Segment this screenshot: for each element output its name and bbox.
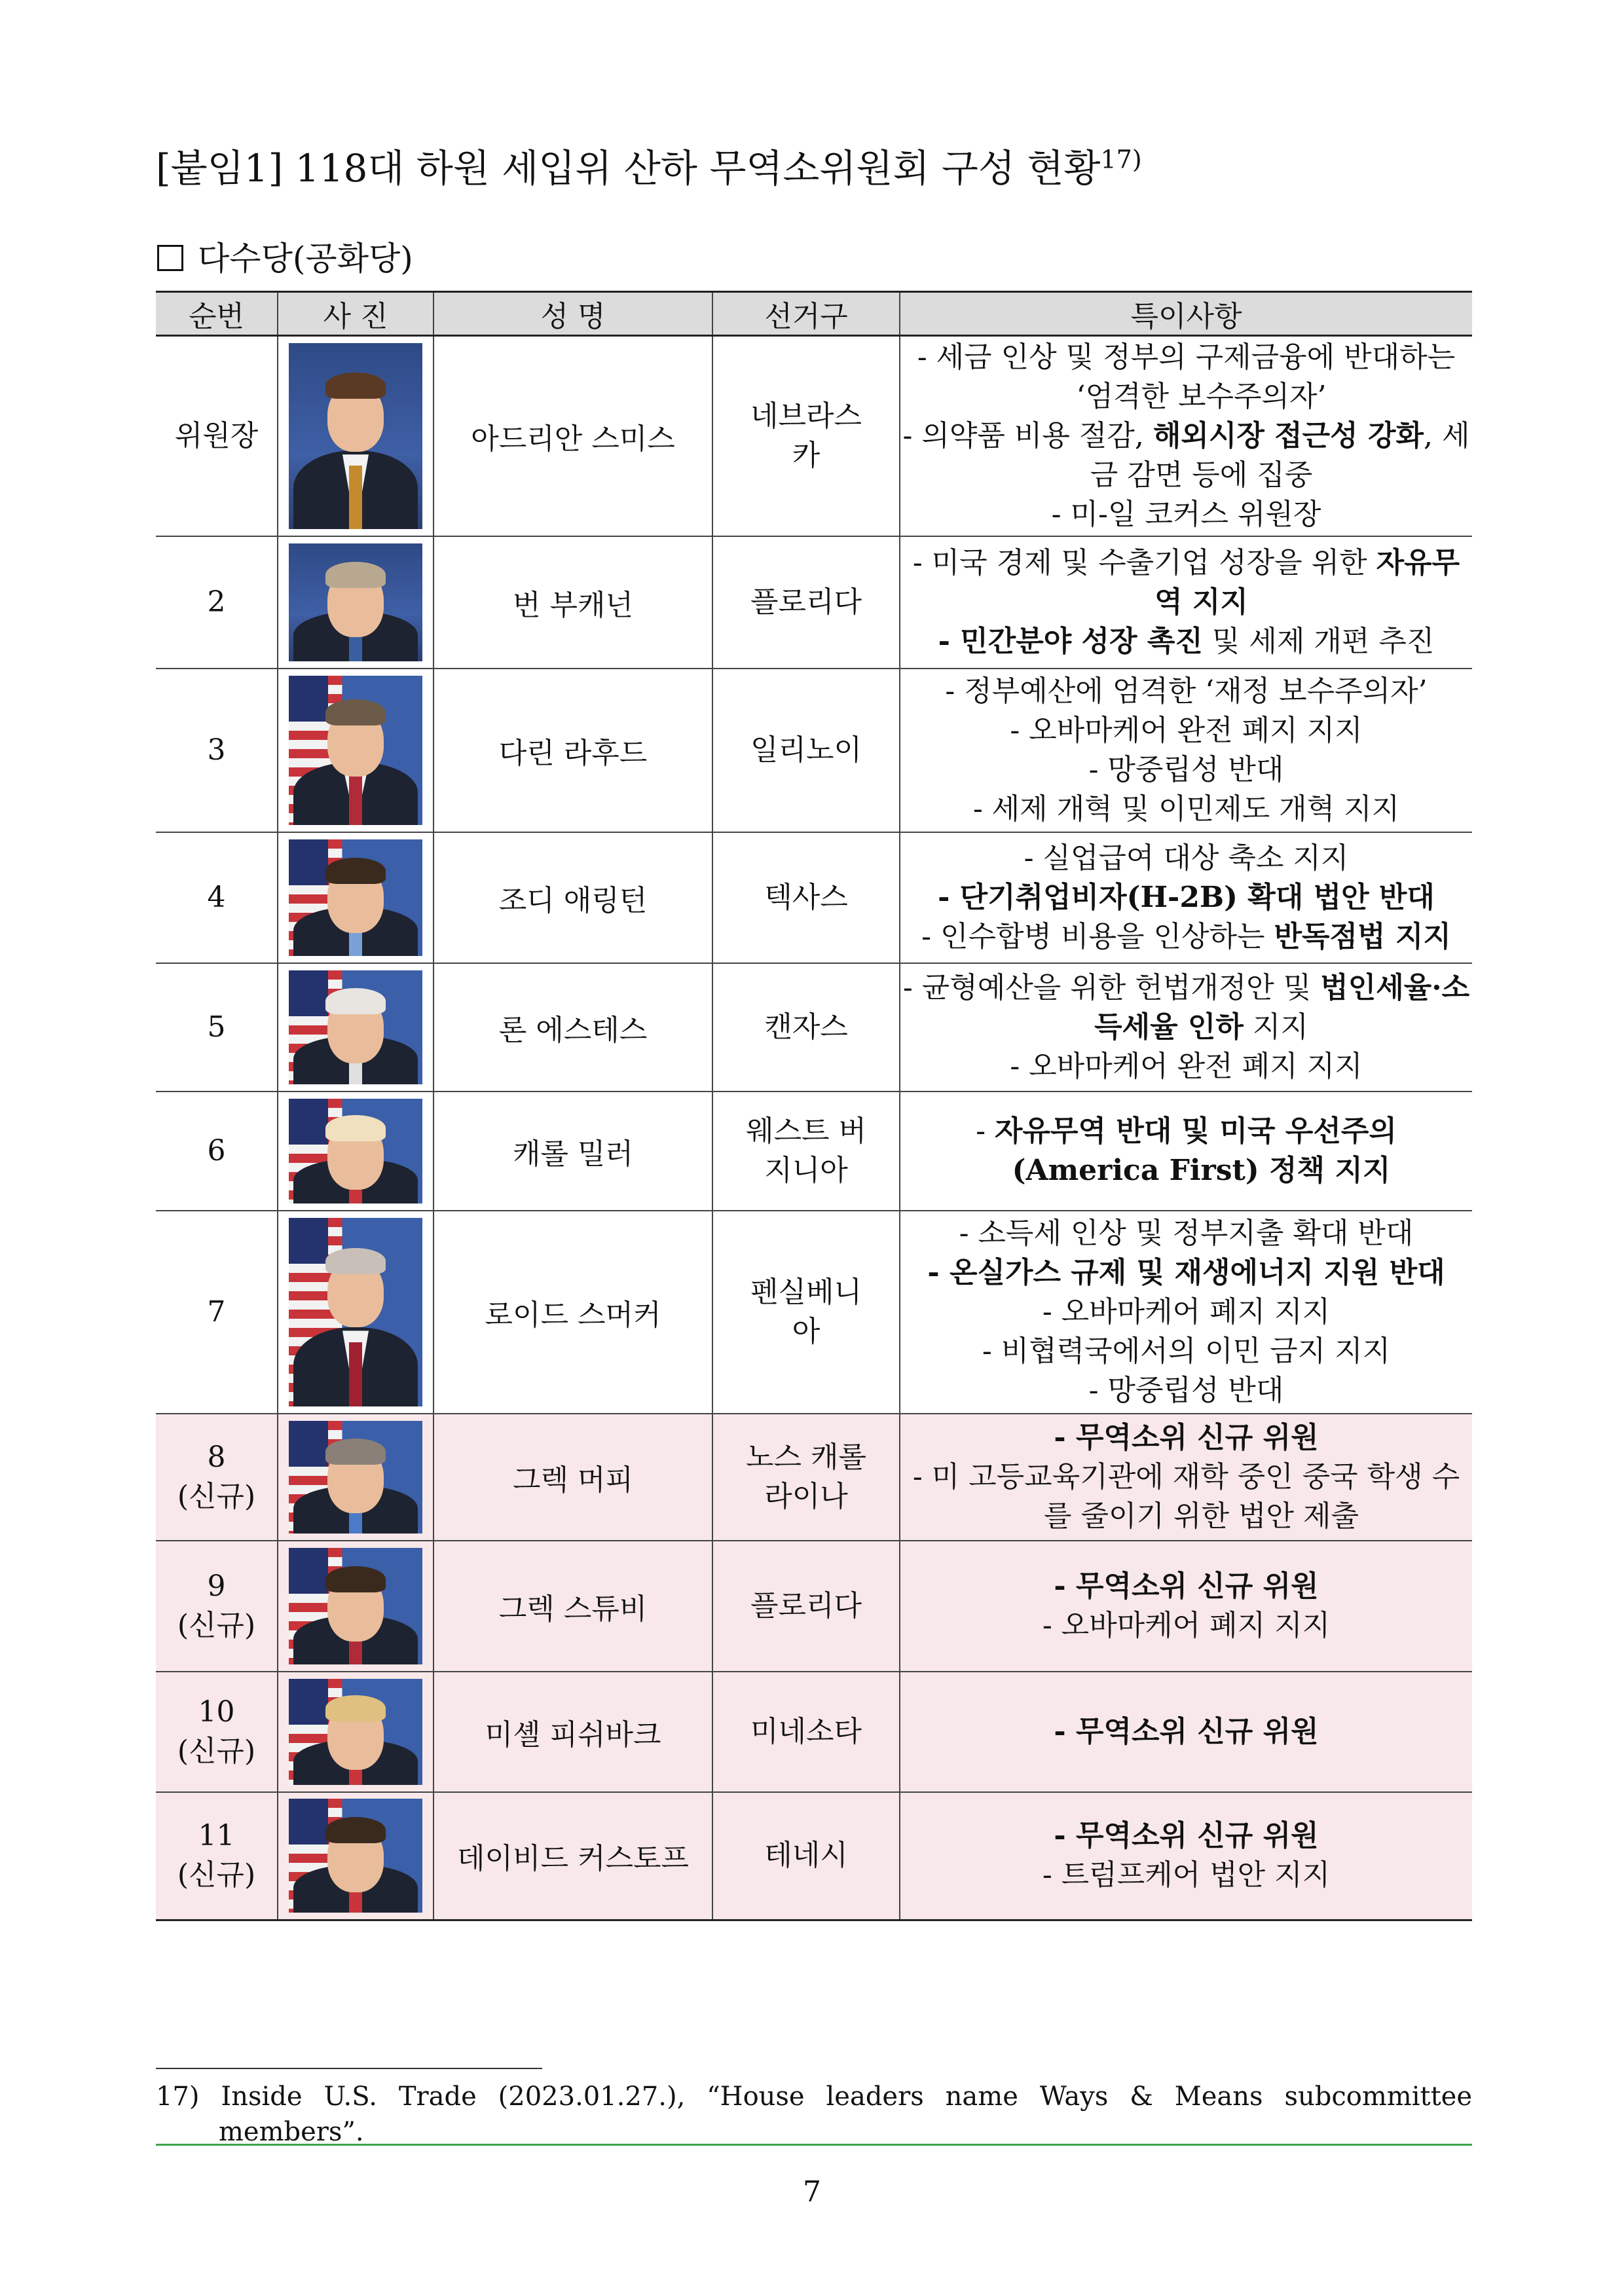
note-text: - 세금 인상 및 정부의 구제금융에 반대하는 ‘엄격한 보수주의자’	[917, 340, 1456, 413]
note-text: - 오바마케어 폐지 지지	[1042, 1608, 1331, 1642]
cell-rank	[156, 1541, 278, 1672]
cell-notes	[900, 1792, 1472, 1920]
note-text: , 세금 감면 등에 집중	[1090, 418, 1470, 492]
cell-rank	[156, 336, 278, 536]
cell-district: 플로리다	[712, 536, 900, 669]
portrait-hair	[325, 373, 386, 399]
rank-number: 9	[207, 1569, 226, 1603]
us-flag-canton	[289, 1099, 328, 1145]
table-row	[156, 536, 1472, 669]
cell-district: 캔자스	[712, 963, 900, 1092]
portrait-hair	[325, 1566, 386, 1592]
note-item	[900, 1458, 1472, 1536]
cell-member-name: 아드리안 스미스	[434, 336, 712, 536]
us-flag-canton	[289, 1421, 328, 1467]
rank-new-tag: (신규)	[177, 1734, 256, 1768]
cell-photo	[278, 336, 434, 536]
cell-notes	[900, 536, 1472, 669]
cell-rank	[156, 669, 278, 832]
us-flag-canton	[289, 676, 328, 722]
note-item	[900, 495, 1472, 534]
cell-photo	[278, 1414, 434, 1541]
member-portrait-photo	[289, 1548, 422, 1664]
note-text: - 인수합병 비용을 인상하는	[921, 919, 1274, 953]
table-row	[156, 832, 1472, 963]
note-text: - 오바마케어 폐지 지지	[1042, 1294, 1331, 1329]
portrait-hair	[325, 1248, 386, 1274]
us-flag-canton	[289, 1548, 328, 1594]
member-portrait-photo	[289, 839, 422, 956]
portrait-hair	[325, 562, 386, 588]
section-label: 다수당(공화당)	[198, 240, 413, 278]
cell-photo	[278, 536, 434, 669]
cell-photo	[278, 1541, 434, 1672]
note-item	[900, 338, 1472, 416]
portrait-hair	[325, 1115, 386, 1141]
cell-rank	[156, 832, 278, 963]
rank-number: 3	[207, 733, 226, 767]
cell-photo	[278, 1792, 434, 1920]
cell-district: 일리노이	[712, 669, 900, 832]
note-item	[900, 1371, 1472, 1410]
cell-rank	[156, 963, 278, 1092]
portrait-tie	[349, 466, 362, 529]
note-text: - 트럼프케어 법안 지지	[1042, 1858, 1331, 1892]
note-text: 지지	[1243, 1010, 1308, 1044]
note-text: - 오바마케어 완전 폐지 지지	[1010, 1049, 1363, 1083]
cell-member-name: 론 에스테스	[434, 963, 712, 1092]
title-footnote-ref: 17)	[1100, 145, 1142, 174]
member-portrait-photo	[289, 1679, 422, 1785]
cell-district: 미네소타	[712, 1672, 900, 1792]
note-text: - 오바마케어 완전 폐지 지지	[1010, 713, 1363, 747]
rank-number: 11	[198, 1819, 235, 1853]
member-portrait-photo	[289, 970, 422, 1084]
cell-notes	[900, 1541, 1472, 1672]
note-item	[900, 917, 1472, 957]
cell-notes	[900, 832, 1472, 963]
member-portrait-photo	[289, 543, 422, 661]
cell-notes	[900, 1092, 1472, 1211]
cell-member-name: 조디 애링턴	[434, 832, 712, 963]
note-item	[900, 878, 1472, 917]
cell-district: 네브라스카	[712, 336, 900, 536]
portrait-tie	[349, 1342, 362, 1406]
note-text: - 의약품 비용 절감,	[902, 418, 1153, 452]
rank-number: 2	[207, 585, 226, 619]
cell-member-name: 그렉 머피	[434, 1414, 712, 1541]
footnote-text-continued: members”.	[219, 2117, 364, 2147]
header-notes: 특이사항	[900, 292, 1472, 336]
footnote-divider	[156, 2068, 542, 2069]
note-emphasis: - 민간분야 성장 촉진	[938, 624, 1203, 658]
note-text: - 소득세 인상 및 정부지출 확대 반대	[959, 1216, 1414, 1250]
us-flag-canton	[289, 1218, 328, 1264]
header-name: 성 명	[434, 292, 712, 336]
note-emphasis: 법인세율·소득세율 인하	[1094, 970, 1470, 1044]
checkbox-square-icon	[157, 245, 183, 271]
cell-rank	[156, 536, 278, 669]
note-text: - 세제 개혁 및 이민제도 개혁 지지	[972, 792, 1400, 826]
member-portrait-photo	[289, 343, 422, 529]
note-item	[900, 1712, 1472, 1752]
table-row	[156, 336, 1472, 536]
cell-notes	[900, 1414, 1472, 1541]
note-emphasis: 자유무역 지지	[1154, 545, 1460, 619]
cell-member-name: 다린 라후드	[434, 669, 712, 832]
cell-notes	[900, 963, 1472, 1092]
section-heading	[157, 232, 413, 280]
note-emphasis: 자유무역 반대 및 미국 우선주의 (America First) 정책 지지	[995, 1114, 1397, 1187]
note-item	[900, 750, 1472, 790]
note-item	[900, 1253, 1472, 1293]
note-item	[900, 672, 1472, 711]
cell-member-name: 로이드 스머커	[434, 1211, 712, 1414]
cell-photo	[278, 832, 434, 963]
cell-district: 테네시	[712, 1792, 900, 1920]
note-item	[900, 1293, 1472, 1332]
portrait-hair	[325, 1817, 386, 1843]
note-item	[900, 1606, 1472, 1645]
cell-rank	[156, 1211, 278, 1414]
cell-notes	[900, 1211, 1472, 1414]
note-text: 및 세제 개편 추진	[1202, 624, 1435, 658]
portrait-hair	[325, 1695, 386, 1721]
note-text: - 미국 경제 및 수출기업 성장을 위한	[912, 545, 1376, 579]
note-emphasis: - 무역소위 신규 위원	[1054, 1569, 1319, 1603]
note-item	[900, 790, 1472, 829]
us-flag-canton	[289, 1799, 328, 1845]
cell-member-name: 그렉 스튜비	[434, 1541, 712, 1672]
cell-member-name: 데이비드 커스토프	[434, 1792, 712, 1920]
note-item	[900, 1418, 1472, 1458]
note-emphasis: - 온실가스 규제 및 재생에너지 지원 반대	[927, 1255, 1445, 1289]
note-emphasis: - 무역소위 신규 위원	[1054, 1714, 1319, 1748]
portrait-hair	[325, 858, 386, 884]
note-emphasis: 해외시장 접근성 강화	[1153, 418, 1424, 452]
note-text: - 미-일 코커스 위원장	[1051, 497, 1321, 531]
note-item	[900, 416, 1472, 495]
header-rank: 순번	[156, 292, 278, 336]
page-title: [붙임1] 118대 하원 세입위 산하 무역소위원회 구성 현황$^{17)}$	[156, 145, 1142, 191]
note-item	[900, 1816, 1472, 1856]
note-emphasis: 반독점법 지지	[1274, 919, 1451, 953]
cell-photo	[278, 963, 434, 1092]
note-item	[900, 1856, 1472, 1895]
portrait-hair	[325, 988, 386, 1014]
cell-district: 노스 캐롤라이나	[712, 1414, 900, 1541]
footer-rule	[156, 2144, 1472, 2146]
cell-rank	[156, 1672, 278, 1792]
note-text: - 미 고등교육기관에 재학 중인 중국 학생 수를 줄이기 위한 법안 제출	[912, 1460, 1460, 1533]
note-item	[900, 1332, 1472, 1371]
us-flag-canton	[289, 839, 328, 885]
page-number: 7	[803, 2175, 821, 2209]
note-item	[900, 1214, 1472, 1253]
cell-notes	[900, 336, 1472, 536]
member-portrait-photo	[289, 1799, 422, 1913]
note-item	[900, 711, 1472, 750]
cell-notes	[900, 1672, 1472, 1792]
header-district: 선거구	[712, 292, 900, 336]
rank-number: 6	[207, 1133, 226, 1167]
table-row	[156, 1792, 1472, 1920]
rank-new-tag: (신규)	[177, 1479, 256, 1513]
footnote-text: 17) Inside U.S. Trade (2023.01.27.), “House leaders name Ways & Means subcommittee	[156, 2082, 1472, 2112]
note-emphasis: - 단기취업비자(H-2B) 확대 법안 반대	[938, 880, 1435, 914]
rank-new-tag: (신규)	[177, 1858, 256, 1892]
member-portrait-photo	[289, 676, 422, 825]
rank-number: 10	[198, 1695, 235, 1729]
cell-district: 플로리다	[712, 1541, 900, 1672]
cell-member-name: 번 부캐넌	[434, 536, 712, 669]
cell-rank	[156, 1414, 278, 1541]
table-row	[156, 963, 1472, 1092]
table-header-row	[156, 292, 1472, 336]
cell-notes	[900, 669, 1472, 832]
table-row	[156, 1092, 1472, 1211]
note-item	[900, 968, 1472, 1047]
cell-rank	[156, 1792, 278, 1920]
cell-district: 웨스트 버지니아	[712, 1092, 900, 1211]
rank-number: 4	[207, 880, 226, 914]
table-row	[156, 1414, 1472, 1541]
cell-photo	[278, 669, 434, 832]
rank-number: 5	[207, 1010, 226, 1044]
note-text: - 비협력국에서의 이민 금지 지지	[982, 1334, 1391, 1368]
rank-number: 8	[207, 1440, 226, 1474]
members-table	[156, 291, 1472, 1921]
note-item	[900, 1112, 1472, 1190]
note-text: - 실업급여 대상 축소 지지	[1024, 841, 1349, 875]
note-text: -	[976, 1114, 995, 1148]
us-flag-canton	[289, 970, 328, 1016]
table-row	[156, 1211, 1472, 1414]
cell-photo	[278, 1672, 434, 1792]
note-item	[900, 839, 1472, 878]
cell-member-name: 캐롤 밀러	[434, 1092, 712, 1211]
rank-new-tag: (신규)	[177, 1608, 256, 1642]
note-item	[900, 622, 1472, 661]
cell-district: 펜실베니아	[712, 1211, 900, 1414]
note-emphasis: - 무역소위 신규 위원	[1054, 1420, 1319, 1454]
cell-member-name: 미셸 피쉬바크	[434, 1672, 712, 1792]
rank-number: 7	[207, 1294, 226, 1329]
member-portrait-photo	[289, 1099, 422, 1203]
table-row	[156, 1672, 1472, 1792]
cell-photo	[278, 1092, 434, 1211]
portrait-hair	[325, 699, 386, 725]
cell-district: 텍사스	[712, 832, 900, 963]
note-item	[900, 1047, 1472, 1086]
rank-number: 위원장	[174, 418, 259, 452]
note-text: - 균형예산을 위한 헌법개정안 및	[902, 970, 1321, 1004]
member-portrait-photo	[289, 1421, 422, 1533]
header-photo: 사 진	[278, 292, 434, 336]
portrait-hair	[325, 1439, 386, 1465]
table-row	[156, 669, 1472, 832]
member-portrait-photo	[289, 1218, 422, 1406]
cell-rank	[156, 1092, 278, 1211]
note-item	[900, 543, 1472, 622]
note-text: - 정부예산에 엄격한 ‘재정 보수주의자’	[945, 674, 1428, 708]
note-text: - 망중립성 반대	[1088, 1373, 1284, 1407]
note-item	[900, 1567, 1472, 1606]
note-emphasis: - 무역소위 신규 위원	[1054, 1819, 1319, 1853]
portrait-tie	[349, 774, 362, 825]
us-flag-canton	[289, 1679, 328, 1725]
table-row	[156, 1541, 1472, 1672]
cell-photo	[278, 1211, 434, 1414]
note-text: - 망중립성 반대	[1088, 752, 1284, 786]
